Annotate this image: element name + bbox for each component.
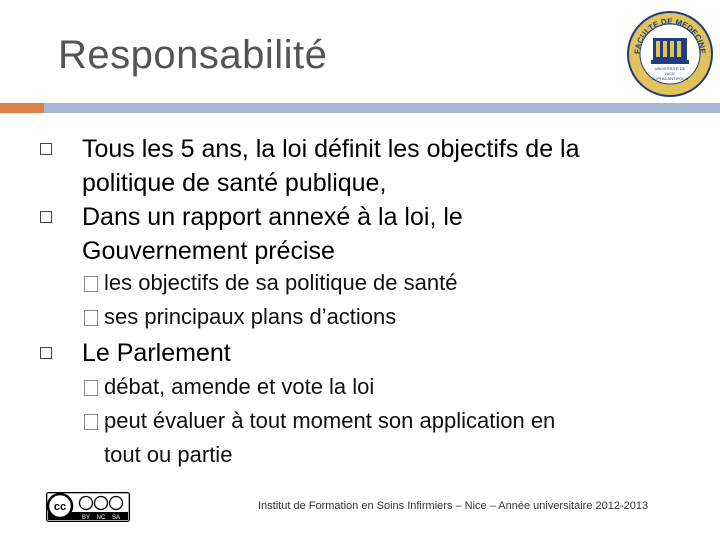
sub-bullet-2-text: ses principaux plans d’actions bbox=[104, 304, 397, 329]
sub-bullet-3 bbox=[104, 370, 664, 404]
faculty-seal-icon bbox=[626, 10, 714, 98]
square-bullet-icon bbox=[84, 310, 98, 326]
logo-text-3: SOPHIA ANTIPOLIS bbox=[651, 76, 689, 81]
bullet-2 bbox=[82, 200, 682, 268]
sub-bullet-4-line-2: tout ou partie bbox=[104, 442, 233, 467]
square-bullet-icon bbox=[40, 211, 52, 223]
cc-nc-label: NC bbox=[96, 515, 106, 521]
square-bullet-icon bbox=[40, 347, 52, 359]
cc-by-label: BY bbox=[81, 515, 91, 521]
bullet-3 bbox=[82, 336, 682, 370]
sub-bullet-3-text: débat, amende et vote la loi bbox=[104, 374, 375, 399]
sub-bullet-1 bbox=[104, 266, 664, 300]
bullet-1-line-2: politique de santé publique, bbox=[82, 169, 387, 197]
sub-bullet-2 bbox=[104, 300, 664, 334]
bullet-3-line-1: Le Parlement bbox=[82, 339, 231, 367]
slide-title: Responsabilité bbox=[58, 33, 328, 77]
logo-top-text: FACULTE DE MEDECINE bbox=[632, 16, 708, 55]
title-rule-bar bbox=[44, 103, 720, 113]
bullet-2-line-1: Dans un rapport annexé à la loi, le bbox=[82, 203, 463, 231]
sub-bullet-1-text: les objectifs de sa politique de santé bbox=[104, 270, 458, 295]
square-bullet-icon bbox=[84, 380, 98, 396]
bullet-1 bbox=[82, 132, 682, 200]
bullet-1-line-1: Tous les 5 ans, la loi définit les objectifs de la bbox=[82, 135, 580, 163]
square-bullet-icon bbox=[40, 143, 52, 155]
square-bullet-icon bbox=[84, 276, 98, 292]
sub-bullet-4 bbox=[104, 404, 664, 472]
bullet-2-line-2: Gouvernement précise bbox=[82, 237, 335, 265]
logo-text-2: NICE bbox=[665, 71, 675, 76]
square-bullet-icon bbox=[84, 414, 98, 430]
slide-footer: Institut de Formation en Soins Infirmiers – Nice – Année universitaire 2012-2013 bbox=[258, 500, 649, 512]
cc-license-icon bbox=[46, 492, 130, 522]
logo-text-1: UNIVERSITE DE bbox=[654, 66, 686, 71]
cc-text: cc bbox=[53, 501, 67, 513]
sub-bullet-4-line-1: peut évaluer à tout moment son application en bbox=[104, 408, 556, 433]
cc-sa-label: SA bbox=[111, 515, 121, 521]
title-accent-bar bbox=[0, 103, 44, 113]
